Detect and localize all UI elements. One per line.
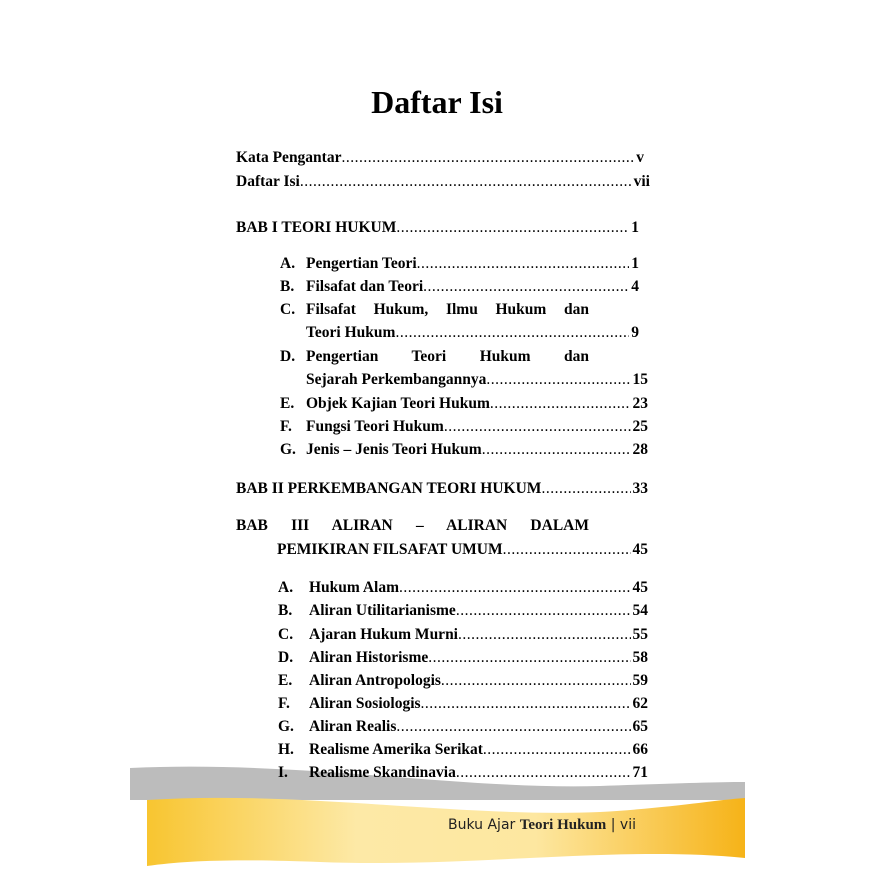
toc-entry-sosiologis[interactable]: Aliran Sosiologis ..... 62 (309, 693, 648, 715)
toc-entry-utilitarianisme[interactable]: Aliran Utilitarianisme ..... 54 (309, 600, 648, 622)
toc-chapter-bab-3-line: BAB III ALIRAN – ALIRAN DALAM (236, 517, 589, 534)
toc-entry-daftar-isi[interactable]: Daftar Isi ..... vii (236, 171, 650, 193)
toc-item-letter: B. (280, 278, 295, 295)
toc-entry-sejarah-perkembangan[interactable]: Sejarah Perkembangannya ..... 15 (306, 369, 648, 391)
toc-item-letter: F. (280, 418, 292, 435)
toc-entry-hukum-murni[interactable]: Ajaran Hukum Murni ..... 55 (309, 624, 648, 646)
toc-item-letter: E. (280, 395, 295, 412)
toc-entry-realisme-amerika[interactable]: Realisme Amerika Serikat ..... 66 (309, 739, 648, 761)
toc-item-letter: D. (280, 348, 296, 365)
toc-item-letter: E. (278, 672, 293, 689)
footer-page-number: vii (619, 817, 636, 833)
toc-entry-fungsi-teori-hukum[interactable]: Fungsi Teori Hukum ..... 25 (306, 416, 648, 438)
toc-entry-jenis-teori-hukum[interactable]: Jenis – Jenis Teori Hukum ..... 28 (306, 439, 648, 461)
toc-chapter-bab-3[interactable]: PEMIKIRAN FILSAFAT UMUM ..... 45 (277, 539, 648, 561)
footer-separator: | (610, 817, 616, 833)
toc-entry-realis[interactable]: Aliran Realis ..... 65 (309, 716, 648, 738)
toc-item-letter: D. (278, 649, 294, 666)
toc-item-letter: A. (278, 579, 294, 596)
toc-item-letter: A. (280, 255, 296, 272)
toc-entry-teori-hukum[interactable]: Teori Hukum ..... 9 (306, 322, 639, 344)
toc-item-letter: C. (278, 626, 294, 643)
toc-chapter-bab-1[interactable]: BAB I TEORI HUKUM ..... 1 (236, 217, 639, 239)
toc-entry-kata-pengantar[interactable]: Kata Pengantar ..... v (236, 147, 644, 169)
yellow-wave (147, 798, 745, 866)
running-footer (448, 817, 636, 834)
toc-entry-hukum-alam[interactable]: Hukum Alam ..... 45 (309, 577, 648, 599)
toc-entry-line: Pengertian Teori Hukum dan (306, 348, 589, 365)
toc-item-letter: H. (278, 741, 294, 758)
toc-entry-antropologis[interactable]: Aliran Antropologis ..... 59 (309, 670, 648, 692)
toc-item-letter: G. (278, 718, 294, 735)
toc-entry-historisme[interactable]: Aliran Historisme ..... 58 (309, 647, 648, 669)
footer-prefix: Buku Ajar (448, 817, 516, 833)
toc-item-letter: F. (278, 695, 290, 712)
toc-item-letter: G. (280, 441, 296, 458)
toc-entry-line: Filsafat Hukum, Ilmu Hukum dan (306, 301, 589, 318)
toc-entry-objek-kajian[interactable]: Objek Kajian Teori Hukum ..... 23 (306, 393, 648, 415)
toc-item-letter: C. (280, 301, 296, 318)
toc-entry-filsafat-dan-teori[interactable]: Filsafat dan Teori ..... 4 (306, 276, 639, 298)
toc-item-letter: B. (278, 602, 293, 619)
footer-book-title: Teori Hukum (519, 817, 607, 833)
toc-item-letter: I. (278, 764, 288, 781)
toc-entry-realisme-skandinavia[interactable]: Realisme Skandinavia ..... 71 (309, 762, 648, 784)
page-title: Daftar Isi (371, 84, 503, 120)
toc-entry-pengertian-teori[interactable]: Pengertian Teori ..... 1 (306, 253, 639, 275)
toc-chapter-bab-2[interactable]: BAB II PERKEMBANGAN TEORI HUKUM ..... 33 (236, 478, 648, 500)
